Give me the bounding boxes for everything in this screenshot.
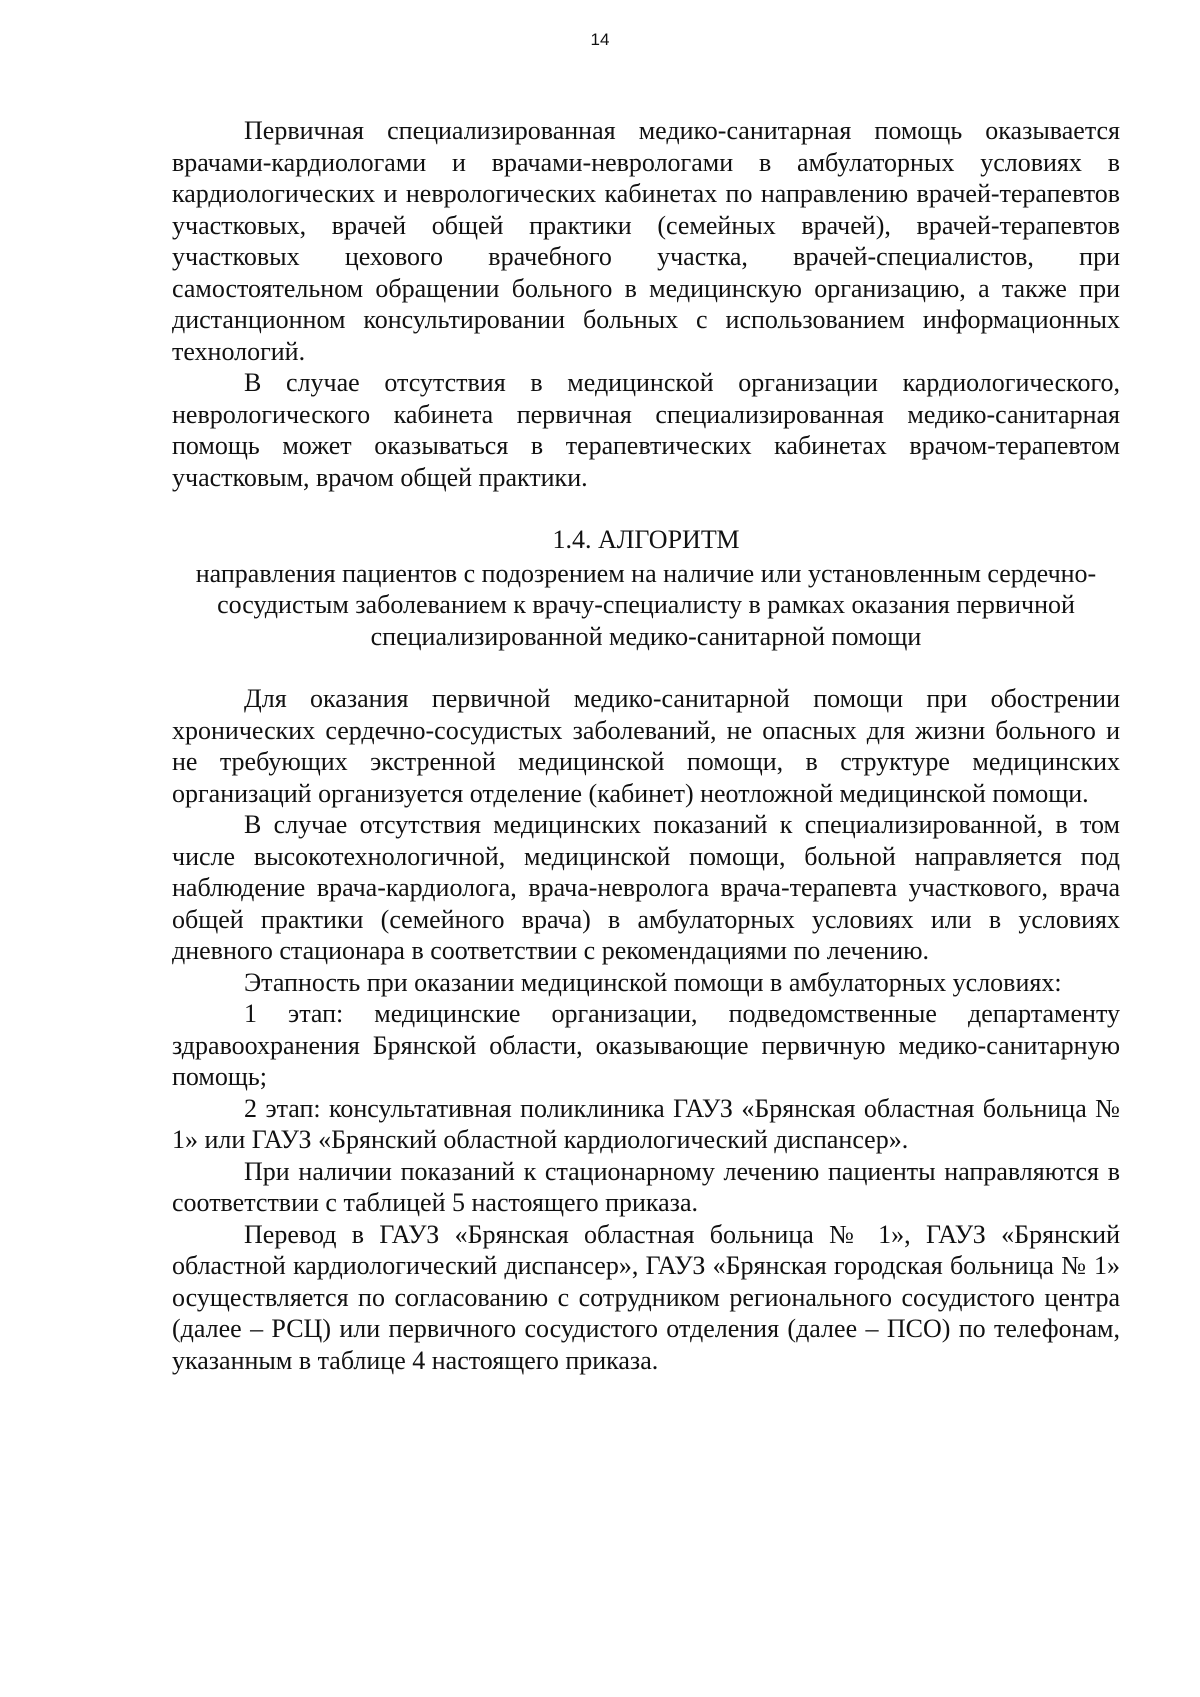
paragraph-transfer: Перевод в ГАУЗ «Брянская областная больница № 1», ГАУЗ «Брянский областной кардиологический диспансер», ГАУЗ «Брянская городская больница № 1» осуществляется по согласованию с сотрудником регионального сосудистого центра (далее – РСЦ) или первичного сосудистого отделения (далее – ПСО) по телефонам, указанным в таблице 4 настоящего приказа. xyxy=(172,1219,1120,1375)
paragraph-inpatient-referral: При наличии показаний к стационарному лечению пациенты направляются в соответствии с таблицей 5 настоящего приказа. xyxy=(172,1156,1120,1217)
paragraph-no-indications: В случае отсутствия медицинских показаний к специализированной, в том числе высокотехнологичной, медицинской помощи, больной направляется под наблюдение врача-кардиолога, врача-невролога врача-терапевта участкового, врача общей практики (семейного врача) в амбулаторных условиях или в условиях дневного стационара в соответствии с рекомендациями по лечению. xyxy=(172,810,1120,965)
section-subtitle: направления пациентов с подозрением на наличие или установленным сердечно-сосудистым заболеванием к врачу-специалисту в рамках оказания первичной специализированной медико-санитарной помощи xyxy=(195,558,1097,651)
paragraph-stage-2: 2 этап: консультативная поликлиника ГАУЗ «Брянская областная больница № 1» или ГАУЗ «Брянский областной кардиологический диспансер». xyxy=(172,1093,1120,1154)
paragraph-stage-1: 1 этап: медицинские организации, подведомственные департаменту здравоохранения Брянской области, оказывающие первичную медико-санитарную помощь; xyxy=(172,999,1120,1091)
paragraph-primary-care: Первичная специализированная медико-санитарная помощь оказывается врачами-кардиологами и врачами-неврологами в амбулаторных условиях в кардиологических и неврологических кабинетах по направлению врачей-терапевтов участковых, врачей общей практики (семейных врачей), врачей-терапевтов участковых цехового врачебного участка, врачей-специалистов, при самостоятельном обращении больного в медицинскую организацию, а также при дистанционном консультировании больных с использованием информационных технологий. xyxy=(172,116,1120,366)
paragraph-urgent-care-unit: Для оказания первичной медико-санитарной помощи при обострении хронических сердечно-сосудистых заболеваний, не опасных для жизни больного и не требующих экстренной медицинской помощи, в структуре медицинских организаций организуется отделение (кабинет) неотложной медицинской помощи. xyxy=(172,684,1120,808)
section-heading xyxy=(172,524,1120,652)
paragraph-stages-intro: Этапность при оказании медицинской помощи в амбулаторных условиях: xyxy=(244,967,1062,997)
page-number: 14 xyxy=(590,30,610,49)
section-title: 1.4. АЛГОРИТМ xyxy=(552,525,740,554)
heading-spacer xyxy=(172,652,1120,683)
document-body xyxy=(172,115,1120,1376)
paragraph-absence-of-cabinet: В случае отсутствия в медицинской организации кардиологического, неврологического кабинета первичная специализированная медико-санитарная помощь может оказываться в терапевтических кабинетах врачом-терапевтом участковым, врачом общей практики. xyxy=(172,368,1120,492)
